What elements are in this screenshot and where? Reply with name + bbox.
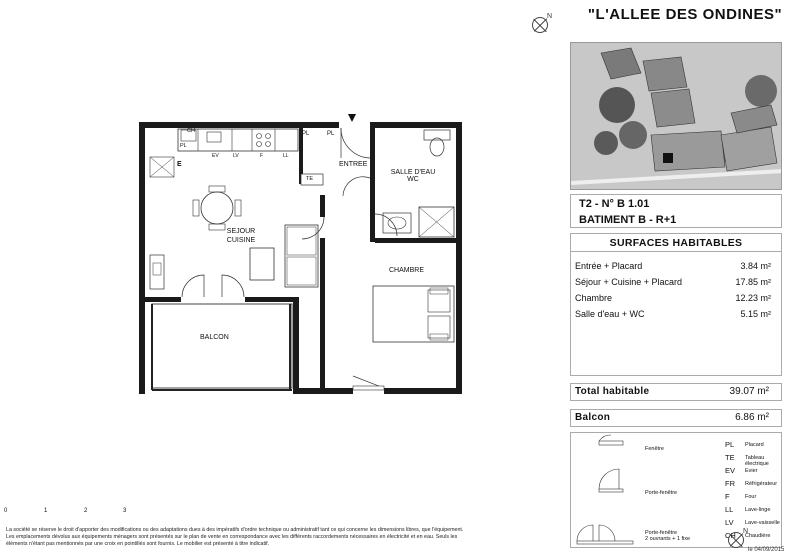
- aerial-view-drawing: [571, 43, 782, 190]
- total-value: 39.07 m²: [729, 386, 769, 397]
- project-title: "L'ALLEE DES ONDINES": [587, 6, 783, 23]
- legend-symbol-label: Porte-fenêtre: [645, 490, 678, 496]
- surface-value: 3.84 m²: [740, 261, 771, 271]
- surfaces-box: [570, 233, 782, 376]
- code-e: E: [177, 161, 182, 168]
- balcon-value: 6.86 m²: [735, 412, 769, 423]
- room-label-chambre: CHAMBRE: [389, 267, 425, 274]
- surface-label: Séjour + Cuisine + Placard: [575, 277, 683, 287]
- surface-label: Entrée + Placard: [575, 261, 643, 271]
- wc: [424, 130, 450, 140]
- legend-code: LL: [725, 505, 734, 514]
- code-lv: LV: [233, 153, 239, 159]
- legend-desc: Tableau électrique: [745, 455, 769, 467]
- legend-symbol-label: 2 ouvrants + 1 fixe: [645, 536, 691, 542]
- code-f: F: [260, 153, 264, 159]
- wall-sdb-bottom: [375, 238, 462, 243]
- legend-desc: Lave-linge: [745, 507, 771, 513]
- surface-value: 12.23 m²: [735, 293, 771, 303]
- scale-label-0: 0: [4, 508, 8, 514]
- balcon-label: Balcon: [575, 412, 611, 423]
- washbasin: [383, 213, 411, 233]
- balcon-box: [570, 409, 782, 427]
- lot-info-box: [570, 194, 782, 228]
- surface-row: [571, 293, 781, 309]
- room-label-sejour-line1: SEJOUR: [226, 228, 256, 235]
- room-label-sdb-line2: WC: [407, 176, 419, 183]
- wall-top-right: [370, 122, 462, 128]
- surface-label: Chambre: [575, 293, 613, 303]
- room-label-sdb-line1: SALLE D'EAU: [390, 169, 436, 176]
- legend-code: TE: [725, 453, 735, 462]
- wall-balcon-2: [245, 297, 299, 302]
- compass-icon-top: [532, 17, 548, 33]
- room-label-sdb: [390, 169, 436, 183]
- lot-building: BATIMENT B - R+1: [579, 214, 677, 226]
- bed: [373, 286, 454, 342]
- legend-code: LV: [725, 518, 734, 527]
- code-ch: CH: [187, 128, 195, 134]
- wall-bottom-1: [293, 388, 353, 394]
- legend-desc: Evier: [745, 468, 758, 474]
- surfaces-heading: SURFACES HABITABLES: [571, 234, 781, 252]
- code-pl-entree: PL: [302, 131, 310, 137]
- disclaimer-line: Les emplacements dévolus aux équipements ménagers sont présentés sur le plan de vente en correspondance avec les différents raccordements nécessaires en électricité et en eau. Seuls les: [6, 534, 458, 540]
- legend-desc: Réfrigérateur: [745, 481, 778, 487]
- surface-label: Salle d'eau + WC: [575, 309, 645, 319]
- surface-value: 5.15 m²: [740, 309, 771, 319]
- sink: [207, 132, 221, 142]
- legend-desc: Four: [745, 494, 757, 500]
- wall-bottom-2: [384, 388, 462, 394]
- wall-left: [139, 122, 145, 394]
- entry-arrow: [348, 114, 356, 122]
- balcon-outline: [152, 304, 292, 388]
- surface-value: 17.85 m²: [735, 277, 771, 287]
- disclaimer-line: La société se réserve le droit d'apporter des modifications ou des adaptations dues à des impératifs d'ordre technique ou administratif tant ce qui concerne les dimensions libres, que l'équipement.: [6, 527, 464, 533]
- legend-code: CH: [725, 531, 736, 540]
- legend-code: EV: [725, 466, 736, 475]
- code-ev: EV: [212, 153, 219, 159]
- aerial-view-image: [570, 42, 782, 190]
- compass-icon-bottom: [728, 532, 744, 548]
- scale-label-3: 3: [123, 508, 127, 514]
- legend-box: [570, 432, 782, 548]
- legend-symbol-label: Fenêtre: [645, 446, 664, 452]
- legend-desc: Placard: [745, 442, 764, 448]
- surface-row: [571, 277, 781, 293]
- legend-code: PL: [725, 440, 735, 449]
- total-label: Total habitable: [575, 386, 650, 397]
- disclaimer: [6, 527, 562, 548]
- dining-table: [201, 192, 233, 224]
- room-label-sejour: [224, 227, 258, 245]
- wall-sdb-left: [370, 122, 375, 242]
- legend-desc: Chaudière: [745, 533, 771, 539]
- scale-label-1: 1: [44, 508, 48, 514]
- wall-top-left: [139, 122, 339, 128]
- surface-row: [571, 309, 781, 325]
- legend-desc: Lave-vaisselle: [745, 520, 780, 526]
- surface-row: [571, 261, 781, 277]
- wall-balcon-1: [139, 297, 181, 302]
- room-label-entree: ENTREE: [339, 161, 368, 168]
- legend-code: F: [725, 492, 730, 501]
- lot-number: T2 - N° B 1.01: [579, 198, 650, 210]
- compass-north-letter-top: N: [547, 13, 553, 20]
- legend-symbol-label: Porte-fenêtre: [645, 530, 678, 536]
- compass-north-letter-bottom: N: [743, 528, 749, 535]
- scale-label-2: 2: [84, 508, 88, 514]
- disclaimer-line: éléments n'étant pas mentionnés par une croix en pointillés sont fournis. Le mobilier est présenté à titre indicatif.: [6, 541, 270, 547]
- room-label-balcon: BALCON: [200, 334, 229, 341]
- wall-entree-low: [320, 195, 325, 217]
- sofa: [285, 225, 318, 287]
- wall-right: [456, 122, 462, 394]
- legend-code: FR: [725, 479, 735, 488]
- document-date: le 04/09/2015: [748, 547, 785, 553]
- code-pl-kitchen: PL: [180, 143, 187, 149]
- room-label-sejour-line2: CUISINE: [226, 237, 256, 244]
- code-pl-right: PL: [327, 131, 335, 137]
- wall-balcon-right: [293, 297, 299, 394]
- wall-chambre-left: [320, 238, 325, 388]
- code-te: TE: [306, 176, 314, 182]
- coffee-table: [250, 248, 274, 280]
- total-box: [570, 383, 782, 401]
- code-ll: LL: [283, 153, 289, 159]
